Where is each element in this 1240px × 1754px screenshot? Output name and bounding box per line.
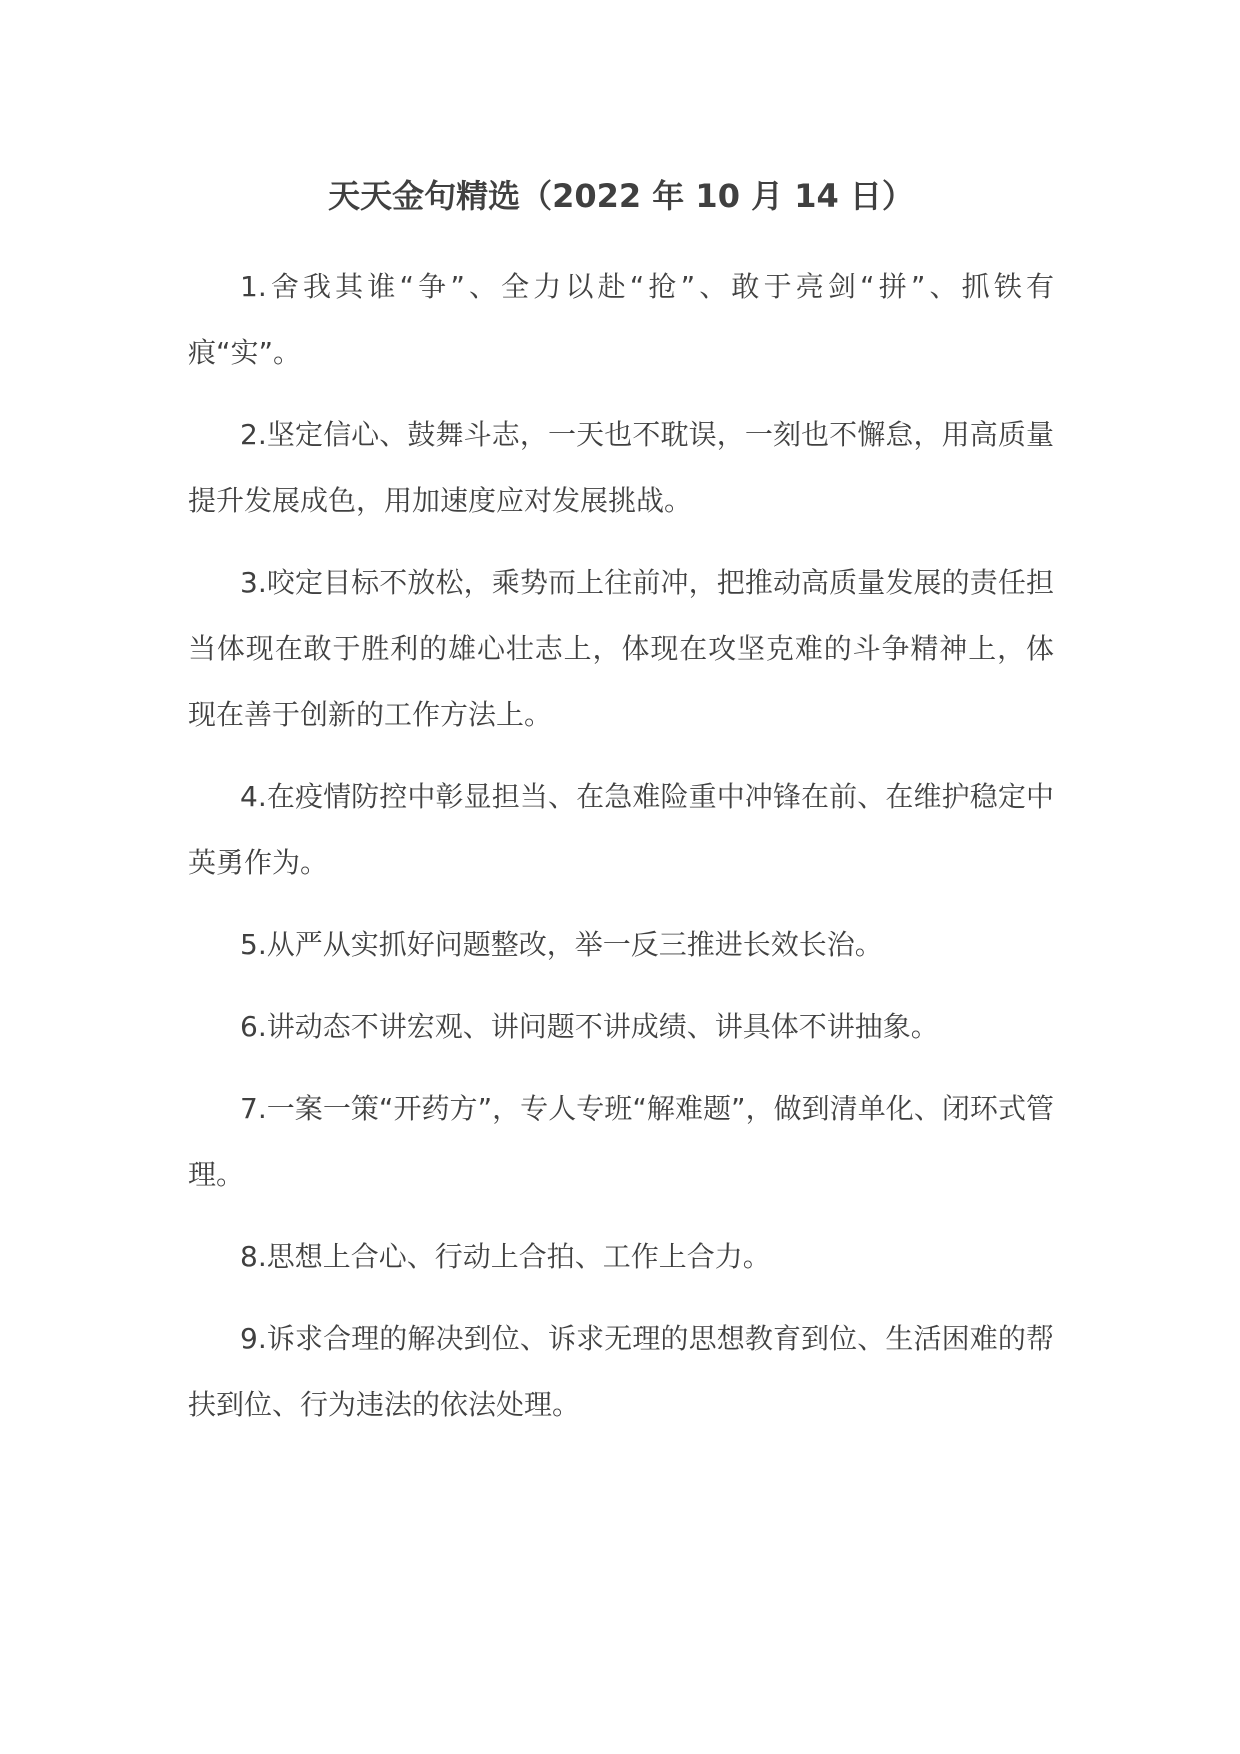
- quote-item-4: 4.在疫情防控中彰显担当、在急难险重中冲锋在前、在维护稳定中英勇作为。: [188, 780, 1054, 879]
- quote-item-9: 9.诉求合理的解决到位、诉求无理的思想教育到位、生活困难的帮扶到位、行为违法的依法处理。: [188, 1322, 1054, 1421]
- quote-item-8: 8.思想上合心、行动上合拍、工作上合力。: [240, 1240, 771, 1273]
- document-page: [188, 170, 1054, 1454]
- quote-item-7: 7.一案一策“开药方”，专人专班“解难题”，做到清单化、闭环式管理。: [188, 1092, 1054, 1191]
- quote-item-6: 6.讲动态不讲宏观、讲问题不讲成绩、讲具体不讲抽象。: [240, 1010, 939, 1043]
- quote-item-2: 2.坚定信心、鼓舞斗志，一天也不耽误，一刻也不懈怠，用高质量提升发展成色，用加速度应对发展挑战。: [188, 418, 1054, 517]
- quote-item-1: 1.舍我其谁“争”、全力以赴“抢”、敢于亮剑“拼”、抓铁有痕“实”。: [188, 270, 1054, 369]
- quote-item-3: 3.咬定目标不放松，乘势而上往前冲，把推动高质量发展的责任担当体现在敢于胜利的雄心壮志上，体现在攻坚克难的斗争精神上，体现在善于创新的工作方法上。: [188, 566, 1054, 731]
- document-title: 天天金句精选（2022 年 10 月 14 日）: [328, 177, 914, 215]
- quote-item-5: 5.从严从实抓好问题整改，举一反三推进长效长治。: [240, 928, 883, 961]
